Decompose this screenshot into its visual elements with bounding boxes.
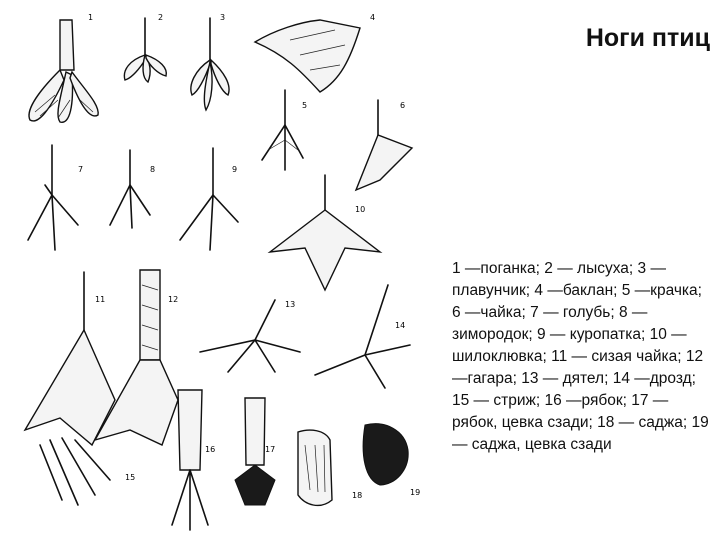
foot-18-pallas-sandgrouse [298,430,332,505]
foot-2-coot [124,18,166,82]
foot-7-pigeon [28,145,78,250]
foot-12-loon [95,270,178,445]
figure-number-14: 14 [395,321,406,330]
figure-number-5: 5 [302,101,308,110]
figure-number-1: 1 [88,13,94,22]
figure-number-13: 13 [285,300,296,309]
page-title: Ноги птиц [585,24,710,52]
figure-number-6: 6 [400,101,406,110]
figure-number-8: 8 [150,165,156,174]
foot-8-kingfisher [110,150,150,228]
figure-number-18: 18 [352,491,363,500]
figure-number-4: 4 [370,13,376,22]
foot-4-cormorant [255,20,360,92]
foot-1-grebe [29,20,98,122]
figure-number-3: 3 [220,13,226,22]
figure-number-15: 15 [125,473,136,482]
foot-13-woodpecker [200,300,300,372]
figure-number-17: 17 [265,445,276,454]
figure-number-16: 16 [205,445,216,454]
figure-number-19: 19 [410,488,421,497]
figure-number-11: 11 [95,295,106,304]
foot-6-gull [356,100,412,190]
foot-9-partridge [180,148,238,250]
foot-19-pallas-sandgrouse-back [363,424,408,485]
foot-16-sandgrouse [172,390,208,530]
figure-number-9: 9 [232,165,238,174]
foot-5-tern [262,90,303,170]
foot-14-thrush [315,285,410,388]
figure-number-2: 2 [158,13,164,22]
foot-3-phalarope [191,18,229,110]
foot-15-swift [40,438,110,505]
figure-number-10: 10 [355,205,366,214]
figure-number-7: 7 [78,165,84,174]
figure-number-12: 12 [168,295,179,304]
figure-caption: 1 —поганка; 2 — лысуха; 3 — плавунчик; 4 —баклан; 5 —крачка; 6 —чайка; 7 — голубь; 8 —зимородок; 9 — куропатка; 10 — шилоклювка; 11 — сизая чайка; 12 —гагара; 13 — дятел; 14 —дрозд; 15 — стриж; 16 —рябок; 17 — рябок, цевка сзади; 18 — саджа; 19 — саджа, цевка сзади [452,260,709,453]
foot-10-avocet [270,175,380,290]
